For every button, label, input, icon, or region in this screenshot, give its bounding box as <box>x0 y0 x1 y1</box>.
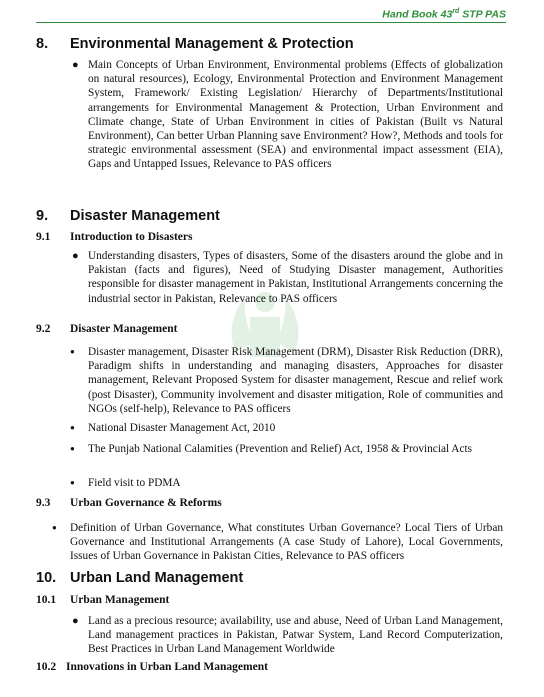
section-title: Environmental Management & Protection <box>70 36 354 52</box>
subsection-title: Urban Management <box>70 594 170 606</box>
list-item <box>72 58 503 172</box>
running-header <box>382 8 506 21</box>
subsection-number: 10.2 <box>36 661 57 673</box>
subsection-title: Urban Governance & Reforms <box>70 497 222 509</box>
subsection-10-1-heading <box>36 594 169 606</box>
subsection-title: Innovations in Urban Land Management <box>66 661 268 673</box>
list-item <box>72 614 503 657</box>
section-10-heading <box>36 570 243 586</box>
list-item <box>70 345 503 416</box>
section-number: 10. <box>36 570 57 586</box>
bullet-text: Disaster management, Disaster Risk Management (DRM), Disaster Risk Reduction (DRR), Paradigm shifts in understanding and managing disasters, Approaches for disaster management, Relevant Proposed System for disaster management, Rescue and relief work (post Disaster), Community involvement and disaster mitigation, Role of communities and NGOs (self-help), Relevance to PAS officers <box>88 346 503 415</box>
subsection-number: 9.2 <box>36 323 51 335</box>
bullet-text: Understanding disasters, Types of disasters, Some of the disasters around the globe and in Pakistan (facts and figures), Need of Studying Disaster management, Authorities responsible for disaster management in Pakistan, Institutional Arrangements concerning the industrial sector in Pakistan, Relevance to PAS officers <box>88 250 503 305</box>
bullet-icon: ● <box>70 423 75 432</box>
subsection-number: 9.1 <box>36 231 51 243</box>
section-9-heading <box>36 208 220 224</box>
section-8-heading <box>36 36 354 52</box>
section-number: 9. <box>36 208 49 224</box>
bullet-icon: ● <box>70 478 75 487</box>
list-item <box>72 249 503 306</box>
bullet-icon: ● <box>72 250 79 262</box>
list-item <box>70 421 503 435</box>
subsection-10-2-heading <box>36 661 268 673</box>
bullet-text: Definition of Urban Governance, What constitutes Urban Governance? Local Tiers of Urban Governance and Institutional Arrangements (A case Study of Lahore), Local Governments, Issues of Urban Governance in Pakistan Cities, Relevance to PAS officers <box>70 522 503 563</box>
section-title: Urban Land Management <box>70 570 244 586</box>
bullet-text: National Disaster Management Act, 2010 <box>88 422 276 434</box>
bullet-text: Main Concepts of Urban Environment, Environmental problems (Effects of globalization on natural resources), Ecology, Environmental Protection and Environment Management System, Framework/ Existing Legislation/ Hierarchy of Departments/Institutional arrangements for Environmental Management & Protection, Urban Environment and Climate change, State of Urban Environment in cities of Pakistan (Built vs Natural Environment), Can better Urban Planning save Environment? How?, Methods and tools for strategic environmental assessment (SEA) and environmental impact assessment (EIA), Gaps and Untapped Issues, Relevance to PAS officers <box>88 59 503 171</box>
subsection-title: Disaster Management <box>70 323 178 335</box>
bullet-text: Field visit to PDMA <box>88 477 181 489</box>
subsection-9-3-heading <box>36 497 222 509</box>
bullet-text: The Punjab National Calamities (Prevention and Relief) Act, 1958 & Provincial Acts <box>88 443 473 455</box>
list-item <box>70 442 503 456</box>
bullet-icon: ● <box>72 615 79 627</box>
header-title-main: Hand Book 43 <box>382 8 453 21</box>
bullet-text: Land as a precious resource; availability, use and abuse, Need of Urban Land Management, Land management practices in Pakistan, Patwar System, Land Record Computerization, Best Practices in Urban Land Management Worldwide <box>88 615 503 656</box>
list-item <box>52 521 503 564</box>
header-title-sup: rd <box>452 8 460 15</box>
subsection-9-1-heading <box>36 231 192 243</box>
bullet-icon: ● <box>72 59 79 71</box>
section-title: Disaster Management <box>70 208 220 224</box>
subsection-number: 10.1 <box>36 594 57 606</box>
subsection-9-2-heading <box>36 323 177 335</box>
bullet-icon: ● <box>70 444 75 453</box>
subsection-number: 9.3 <box>36 497 51 509</box>
header-title-tail: STP PAS <box>459 8 506 21</box>
section-number: 8. <box>36 36 49 52</box>
bullet-icon: ● <box>52 523 57 532</box>
header-rule <box>36 22 506 23</box>
list-item <box>70 476 503 490</box>
bullet-icon: ● <box>70 347 75 356</box>
subsection-title: Introduction to Disasters <box>70 231 193 243</box>
